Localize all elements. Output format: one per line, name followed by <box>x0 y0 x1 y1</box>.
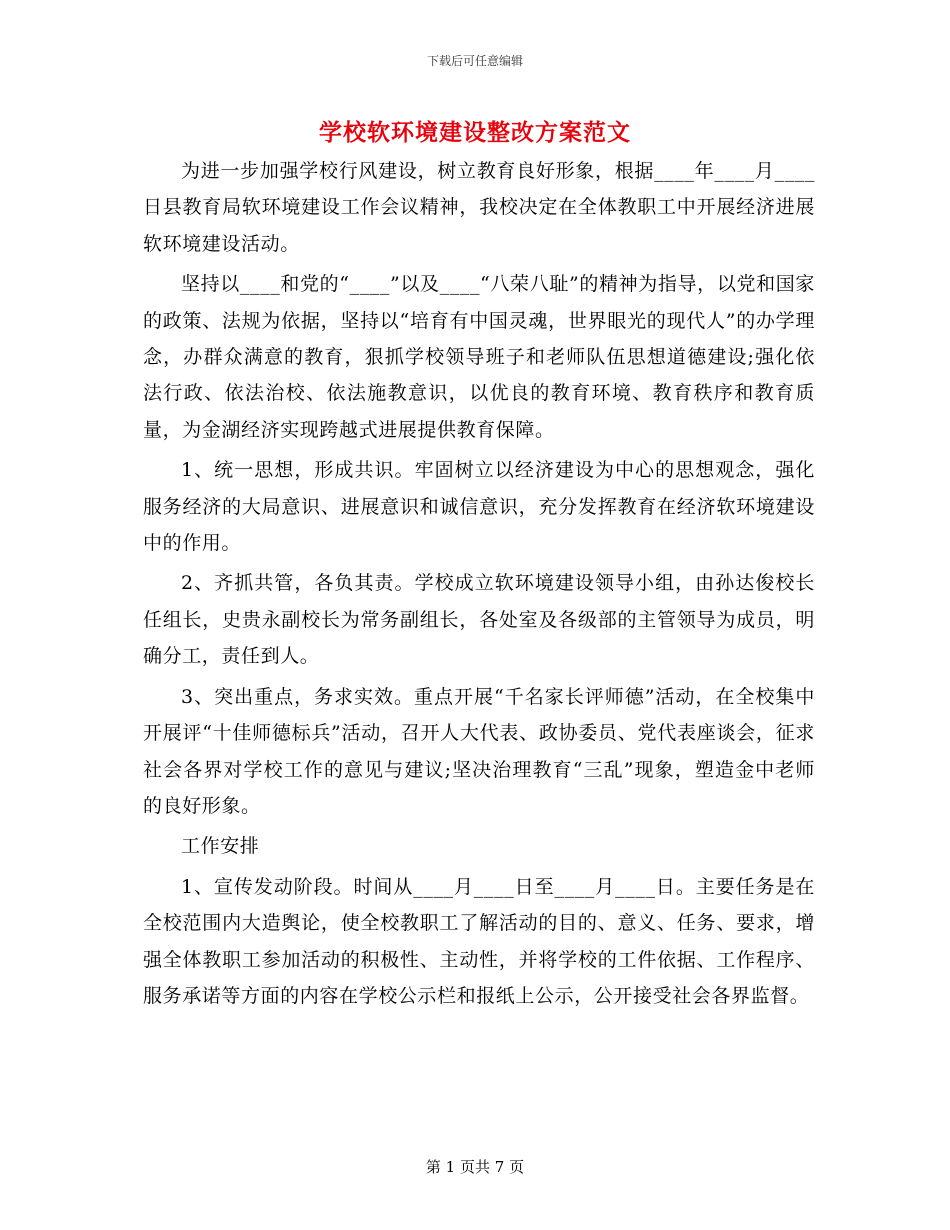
paragraph-point-2: 2、齐抓共管，各负其责。学校成立软环境建设领导小组，由孙达俊校长任组长，史贵永副校长为常务副组长，各处室及各级部的主管领导为成员，明确分工，责任到人。 <box>143 572 815 668</box>
paragraph-stage-1: 1、宣传发动阶段。时间从____月____日至____月____日。主要任务是在全校范围内大造舆论，使全校教职工了解活动的目的、意义、任务、要求，增强全体教职工参加活动的积极性、主动性，并将学校的工件依据、工作程序、服务承诺等方面的内容在学校公示栏和报纸上公示，公开接受社会各界监督。 <box>143 875 815 1007</box>
paragraph-intro: 为进一步加强学校行风建设，树立教育良好形象，根据____年____月____日县教育局软环境建设工作会议精神，我校决定在全体教职工中开展经济进展软环境建设活动。 <box>143 160 815 255</box>
document-body <box>143 153 815 1018</box>
section-heading-work-arrangement: 工作安排 <box>181 835 260 858</box>
paragraph-guiding-principle: 坚持以____和党的“____”以及____“八荣八耻”的精神为指导，以党和国家的政策、法规为依据，坚持以“培育有中国灵魂，世界眼光的现代人”的办学理念，办群众满意的教育，狠抓学校领导班子和老师队伍思想道德建设;强化依法行政、依法治校、依法施教意识，以优良的教育环境、教育秩序和教育质量，为金湖经济实现跨越式进展提供教育保障。 <box>143 273 815 441</box>
page-number-footer: 第 1 页共 7 页 <box>425 1158 525 1176</box>
header-note: 下载后可任意编辑 <box>426 54 523 68</box>
document-title: 学校软环境建设整改方案范文 <box>319 119 631 146</box>
paragraph-point-3: 3、突出重点，务求实效。重点开展“千名家长评师德”活动，在全校集中开展评“十佳师德标兵”活动，召开人大代表、政协委员、党代表座谈会，征求社会各界对学校工作的意见与建议;坚决治理教育“三乱”现象，塑造金中老师的良好形象。 <box>143 685 815 817</box>
paragraph-point-1: 1、统一思想，形成共识。牢固树立以经济建设为中心的思想观念，强化服务经济的大局意识、进展意识和诚信意识，充分发挥教育在经济软环境建设中的作用。 <box>143 459 815 555</box>
